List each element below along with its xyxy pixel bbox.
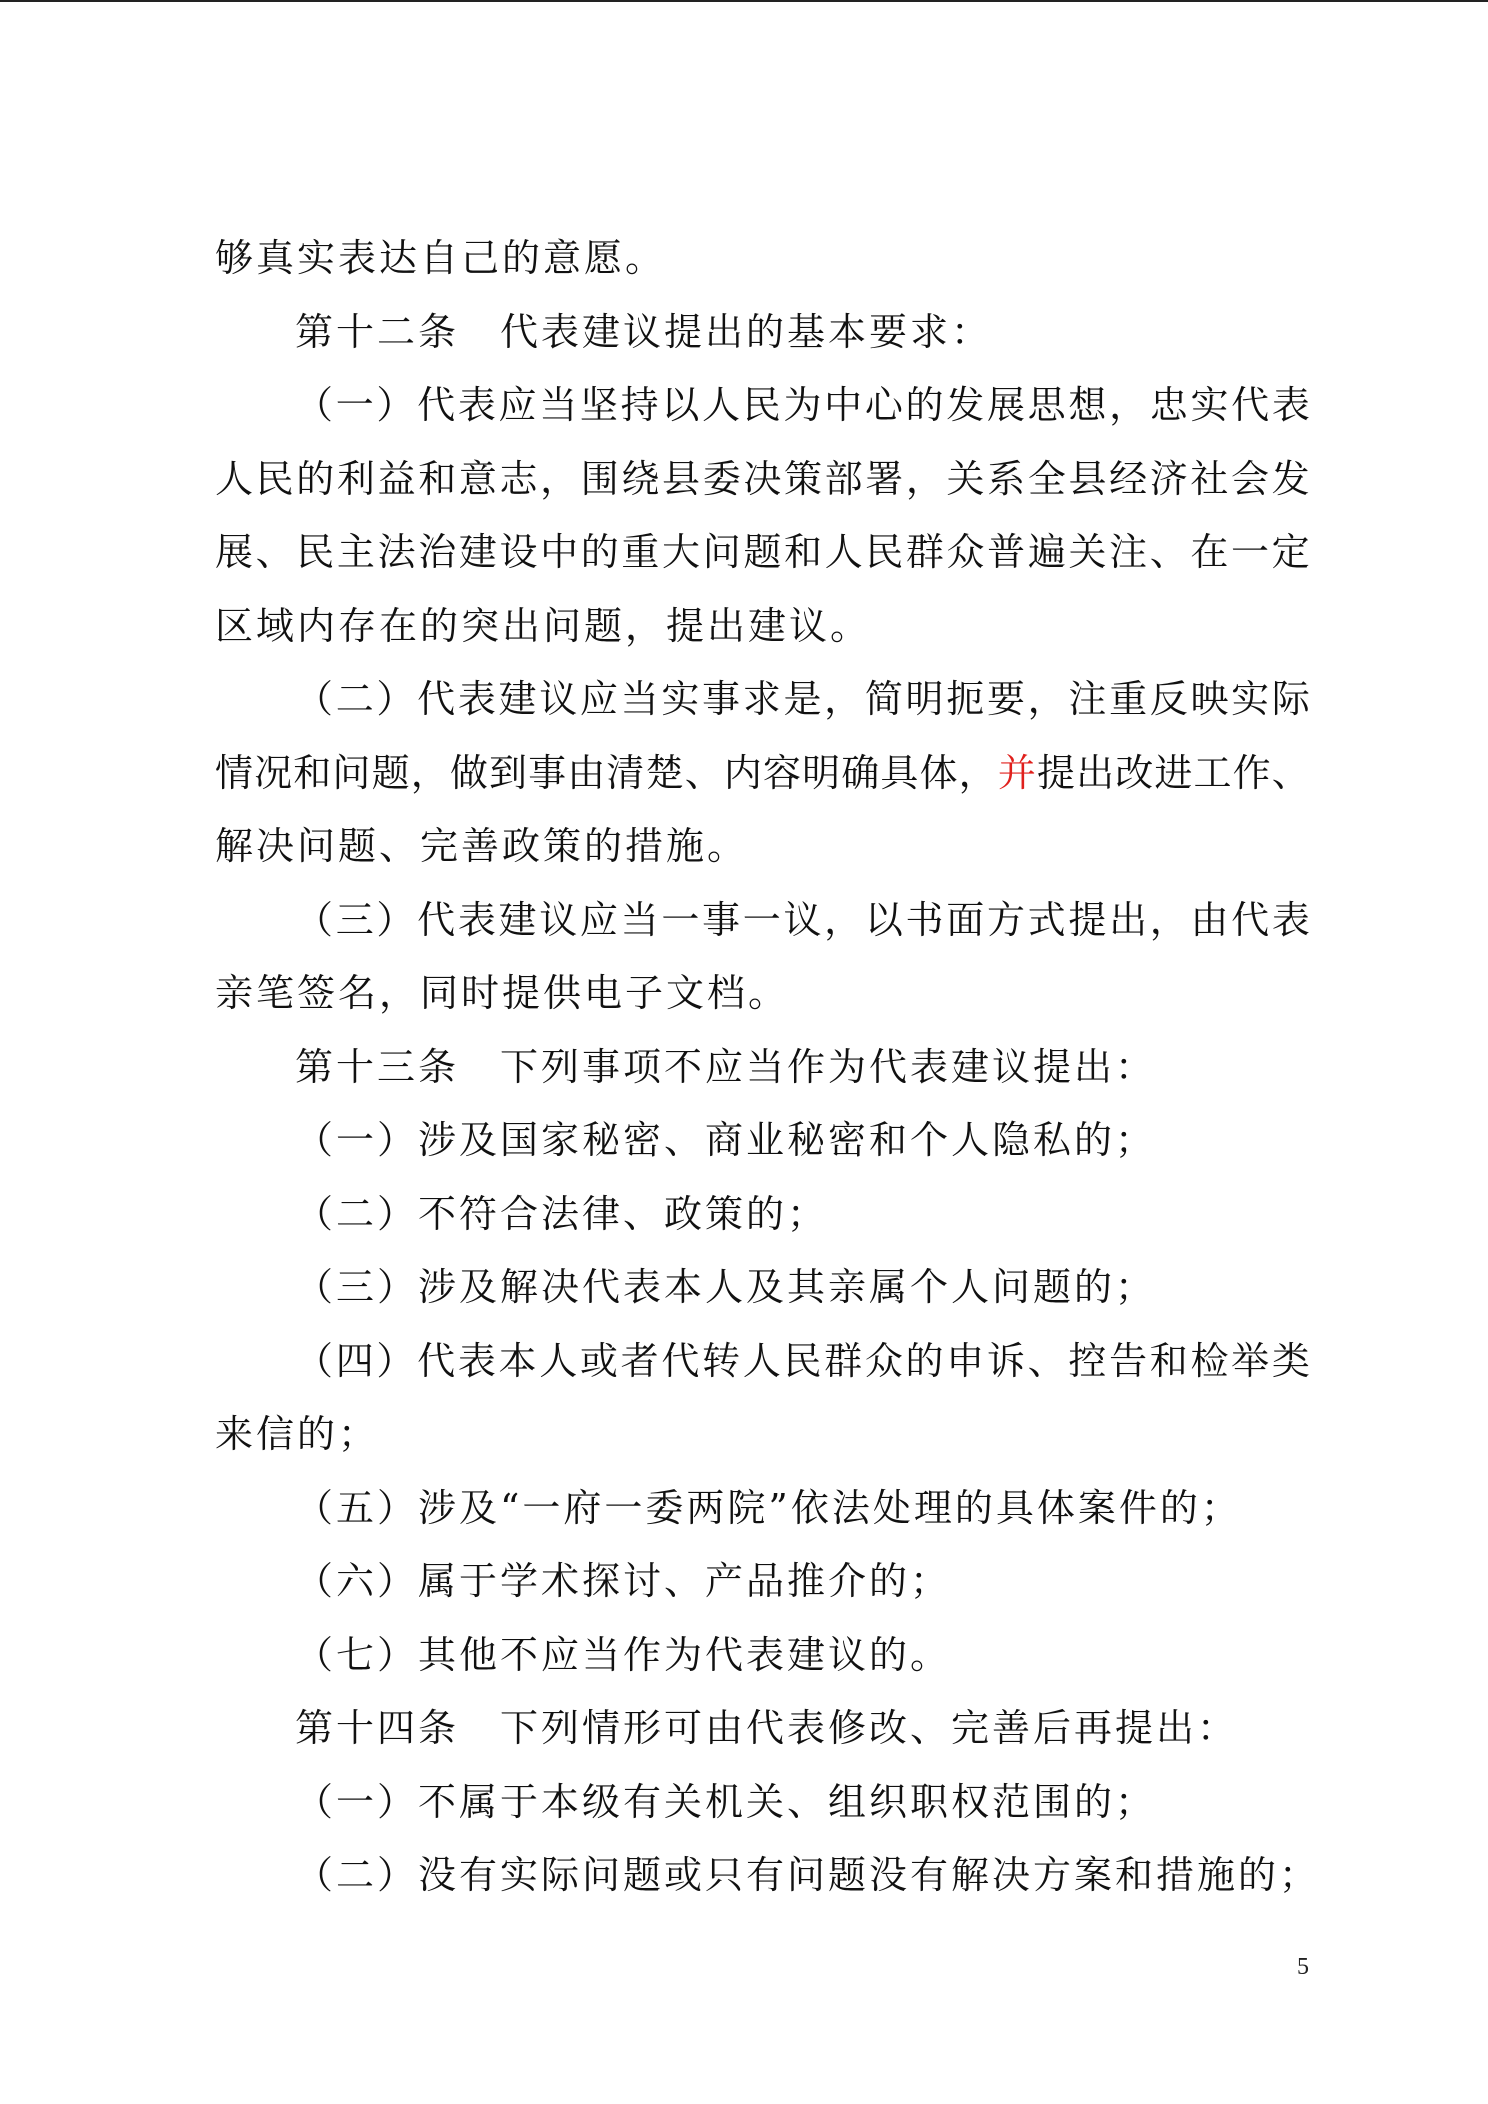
text-line: 第十三条 下列事项不应当作为代表建议提出： xyxy=(295,1044,1157,1089)
text-line: （二）没有实际问题或只有问题没有解决方案和措施的； xyxy=(295,1853,1321,1897)
text-line: 第十四条 下列情形可由代表修改、完善后再提出： xyxy=(295,1706,1239,1750)
text-line: 解决问题、完善政策的措施。 xyxy=(215,824,749,868)
text-line: 区域内存在的突出问题，提出建议。 xyxy=(215,603,872,648)
text-line: 人 民 的 利 益 和 意 志 ， 围 绕 县 委 决 策 部 署 ， 关 系 全 县 经 济 社 会 发 xyxy=(215,456,1310,501)
text-line: （七）其他不应当作为代表建议的。 xyxy=(295,1632,952,1677)
text-line: 情 况 和 问 题 ， 做 到 事 由 清 楚 、 内 容 明 确 具 体 ， 并 提 出 改 进 工 作 、 xyxy=(215,750,1310,795)
text-line: （三）涉及解决代表本人及其亲属个人问题的； xyxy=(295,1265,1157,1309)
text-line: （ 四 ） 代 表 本 人 或 者 代 转 人 民 群 众 的 申 诉 、 控 告 和 检 举 类 xyxy=(295,1338,1310,1383)
text-line: 展 、 民 主 法 治 建 设 中 的 重 大 问 题 和 人 民 群 众 普 遍 关 注 、 在 一 定 xyxy=(215,530,1310,574)
text-line: 亲笔签名，同时提供电子文档。 xyxy=(215,971,790,1015)
text-line: （一）涉及国家秘密、商业秘密和个人隐私的； xyxy=(295,1118,1157,1162)
page-number: 5 xyxy=(1297,1954,1309,1980)
text-line: （一）不属于本级有关机关、组织职权范围的； xyxy=(295,1779,1157,1824)
text-line: （ 三 ） 代 表 建 议 应 当 一 事 一 议 ， 以 书 面 方 式 提 出 ， 由 代 表 xyxy=(295,897,1310,942)
document-body xyxy=(215,222,1321,1913)
text-line: 够真实表达自己的意愿。 xyxy=(215,236,667,280)
text-line: （ 二 ） 代 表 建 议 应 当 实 事 求 是 ， 简 明 扼 要 ， 注 重 反 映 实 际 xyxy=(295,677,1310,721)
text-line: （五）涉及“一府一委两院”依法处理的具体案件的； xyxy=(295,1485,1242,1530)
text-line: 来信的； xyxy=(215,1412,380,1456)
text-line: （六）属于学术探讨、产品推介的； xyxy=(295,1559,952,1603)
text-line: 第十二条 代表建议提出的基本要求： xyxy=(295,309,993,354)
top-border xyxy=(0,0,1488,2)
text-line: （二）不符合法律、政策的； xyxy=(295,1191,829,1236)
text-line: （ 一 ） 代 表 应 当 坚 持 以 人 民 为 中 心 的 发 展 思 想 ， 忠 实 代 表 xyxy=(295,383,1310,427)
